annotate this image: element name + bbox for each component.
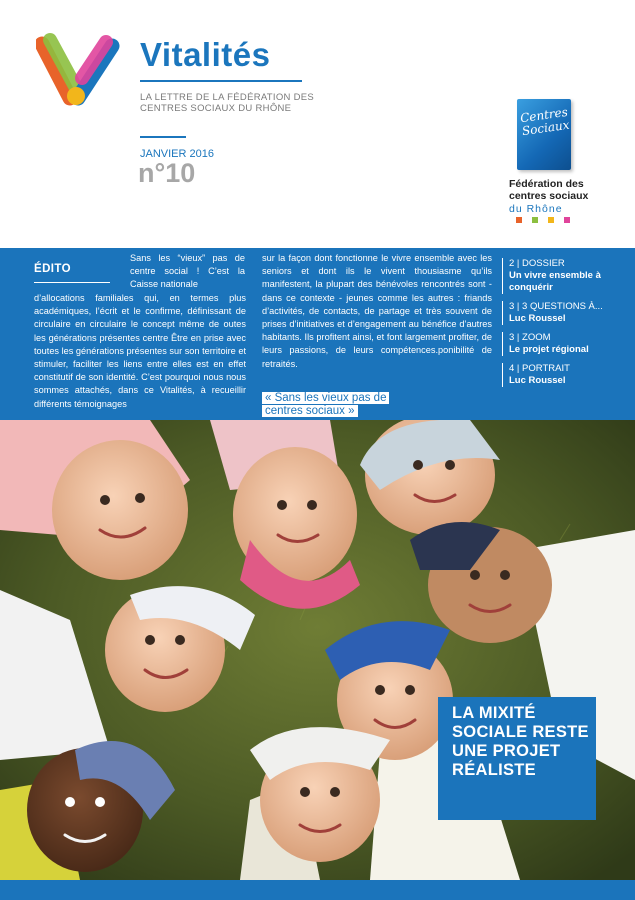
edito-column-2: sur la façon dont fonctionne le vivre ensemble avec les seniors et dont ils le vivent thousiasme qu’ils manifestent, la plupart des bénévoles rencontrés sont - dans ce contexte - jeunes comme les autres : friands d’activités, de contacts, de partage et très souvent de prises d’initiatives et d’engagement au bénéfice d’autres habitants. Ils profitent ainsi, et font largement profiter, de leurs passions, de leurs compétences.ponibilité de retraités. bbox=[262, 253, 492, 369]
federation-name: Fédération des centres sociaux bbox=[509, 178, 589, 202]
color-dot bbox=[532, 217, 538, 223]
issue-number: n°10 bbox=[138, 158, 196, 188]
vitalites-logo-icon bbox=[36, 32, 122, 108]
newsletter-subtitle: LA LETTRE DE LA FÉDÉRATION DES CENTRES SOCIAUX DU RHÔNE bbox=[140, 92, 315, 114]
color-dot bbox=[516, 217, 522, 223]
toc-title: Luc Roussel bbox=[509, 313, 566, 324]
toc-item[interactable] bbox=[502, 363, 622, 387]
edito-label: ÉDITO bbox=[34, 263, 71, 275]
title-divider bbox=[140, 80, 302, 82]
pull-quote bbox=[262, 392, 390, 418]
toc-heading: 4 | PORTRAIT bbox=[509, 363, 570, 374]
toc-heading: 3 | ZOOM bbox=[509, 332, 551, 343]
federation-region: du Rhône bbox=[509, 203, 563, 215]
edito-intro: Sans les “vieux” pas de centre social ! C’est la Caisse nationale bbox=[130, 253, 245, 290]
centres-sociaux-logo bbox=[517, 99, 571, 170]
toc-title: Le projet régional bbox=[509, 344, 589, 355]
pull-quote-text: « Sans les vieux pas de centres sociaux » bbox=[262, 392, 389, 417]
toc-item[interactable] bbox=[502, 301, 622, 325]
color-dots bbox=[516, 217, 570, 223]
table-of-contents bbox=[502, 258, 622, 394]
bottom-bar bbox=[0, 880, 635, 900]
toc-item[interactable] bbox=[502, 332, 622, 356]
toc-heading: 3 | 3 QUESTIONS À... bbox=[509, 301, 603, 312]
edito-divider bbox=[34, 282, 110, 283]
toc-title: Luc Roussel bbox=[509, 375, 566, 386]
edito-text: d’allocations familiales qui, en termes plus académiques, l’écrit et le confirme, définissant de circulaire en circulaire le concept même de outes les générations présentes centre Être en prise avec toutes les générations présentes sur son territoire et stimuler, faciliter les liens entre elles est en effet constitutif de son identité. C’est pourquoi nous nous sommes attachés, dans ce Vitalités, à recueillir différents témoignages bbox=[34, 293, 246, 409]
toc-heading: 2 | DOSSIER bbox=[509, 258, 565, 269]
logo-lettering: Centres Sociaux bbox=[519, 104, 571, 139]
newsletter-title: Vitalités bbox=[140, 36, 271, 73]
issue-date: JANVIER 2016 bbox=[140, 148, 214, 160]
toc-title: Un vivre ensemble à conquérir bbox=[509, 270, 601, 293]
color-dot bbox=[548, 217, 554, 223]
toc-item[interactable] bbox=[502, 258, 622, 294]
cover-headline: LA MIXITÉ SOCIALE RESTE UNE PROJET RÉALISTE bbox=[452, 704, 589, 779]
color-dot bbox=[564, 217, 570, 223]
subtitle-divider bbox=[140, 136, 186, 138]
